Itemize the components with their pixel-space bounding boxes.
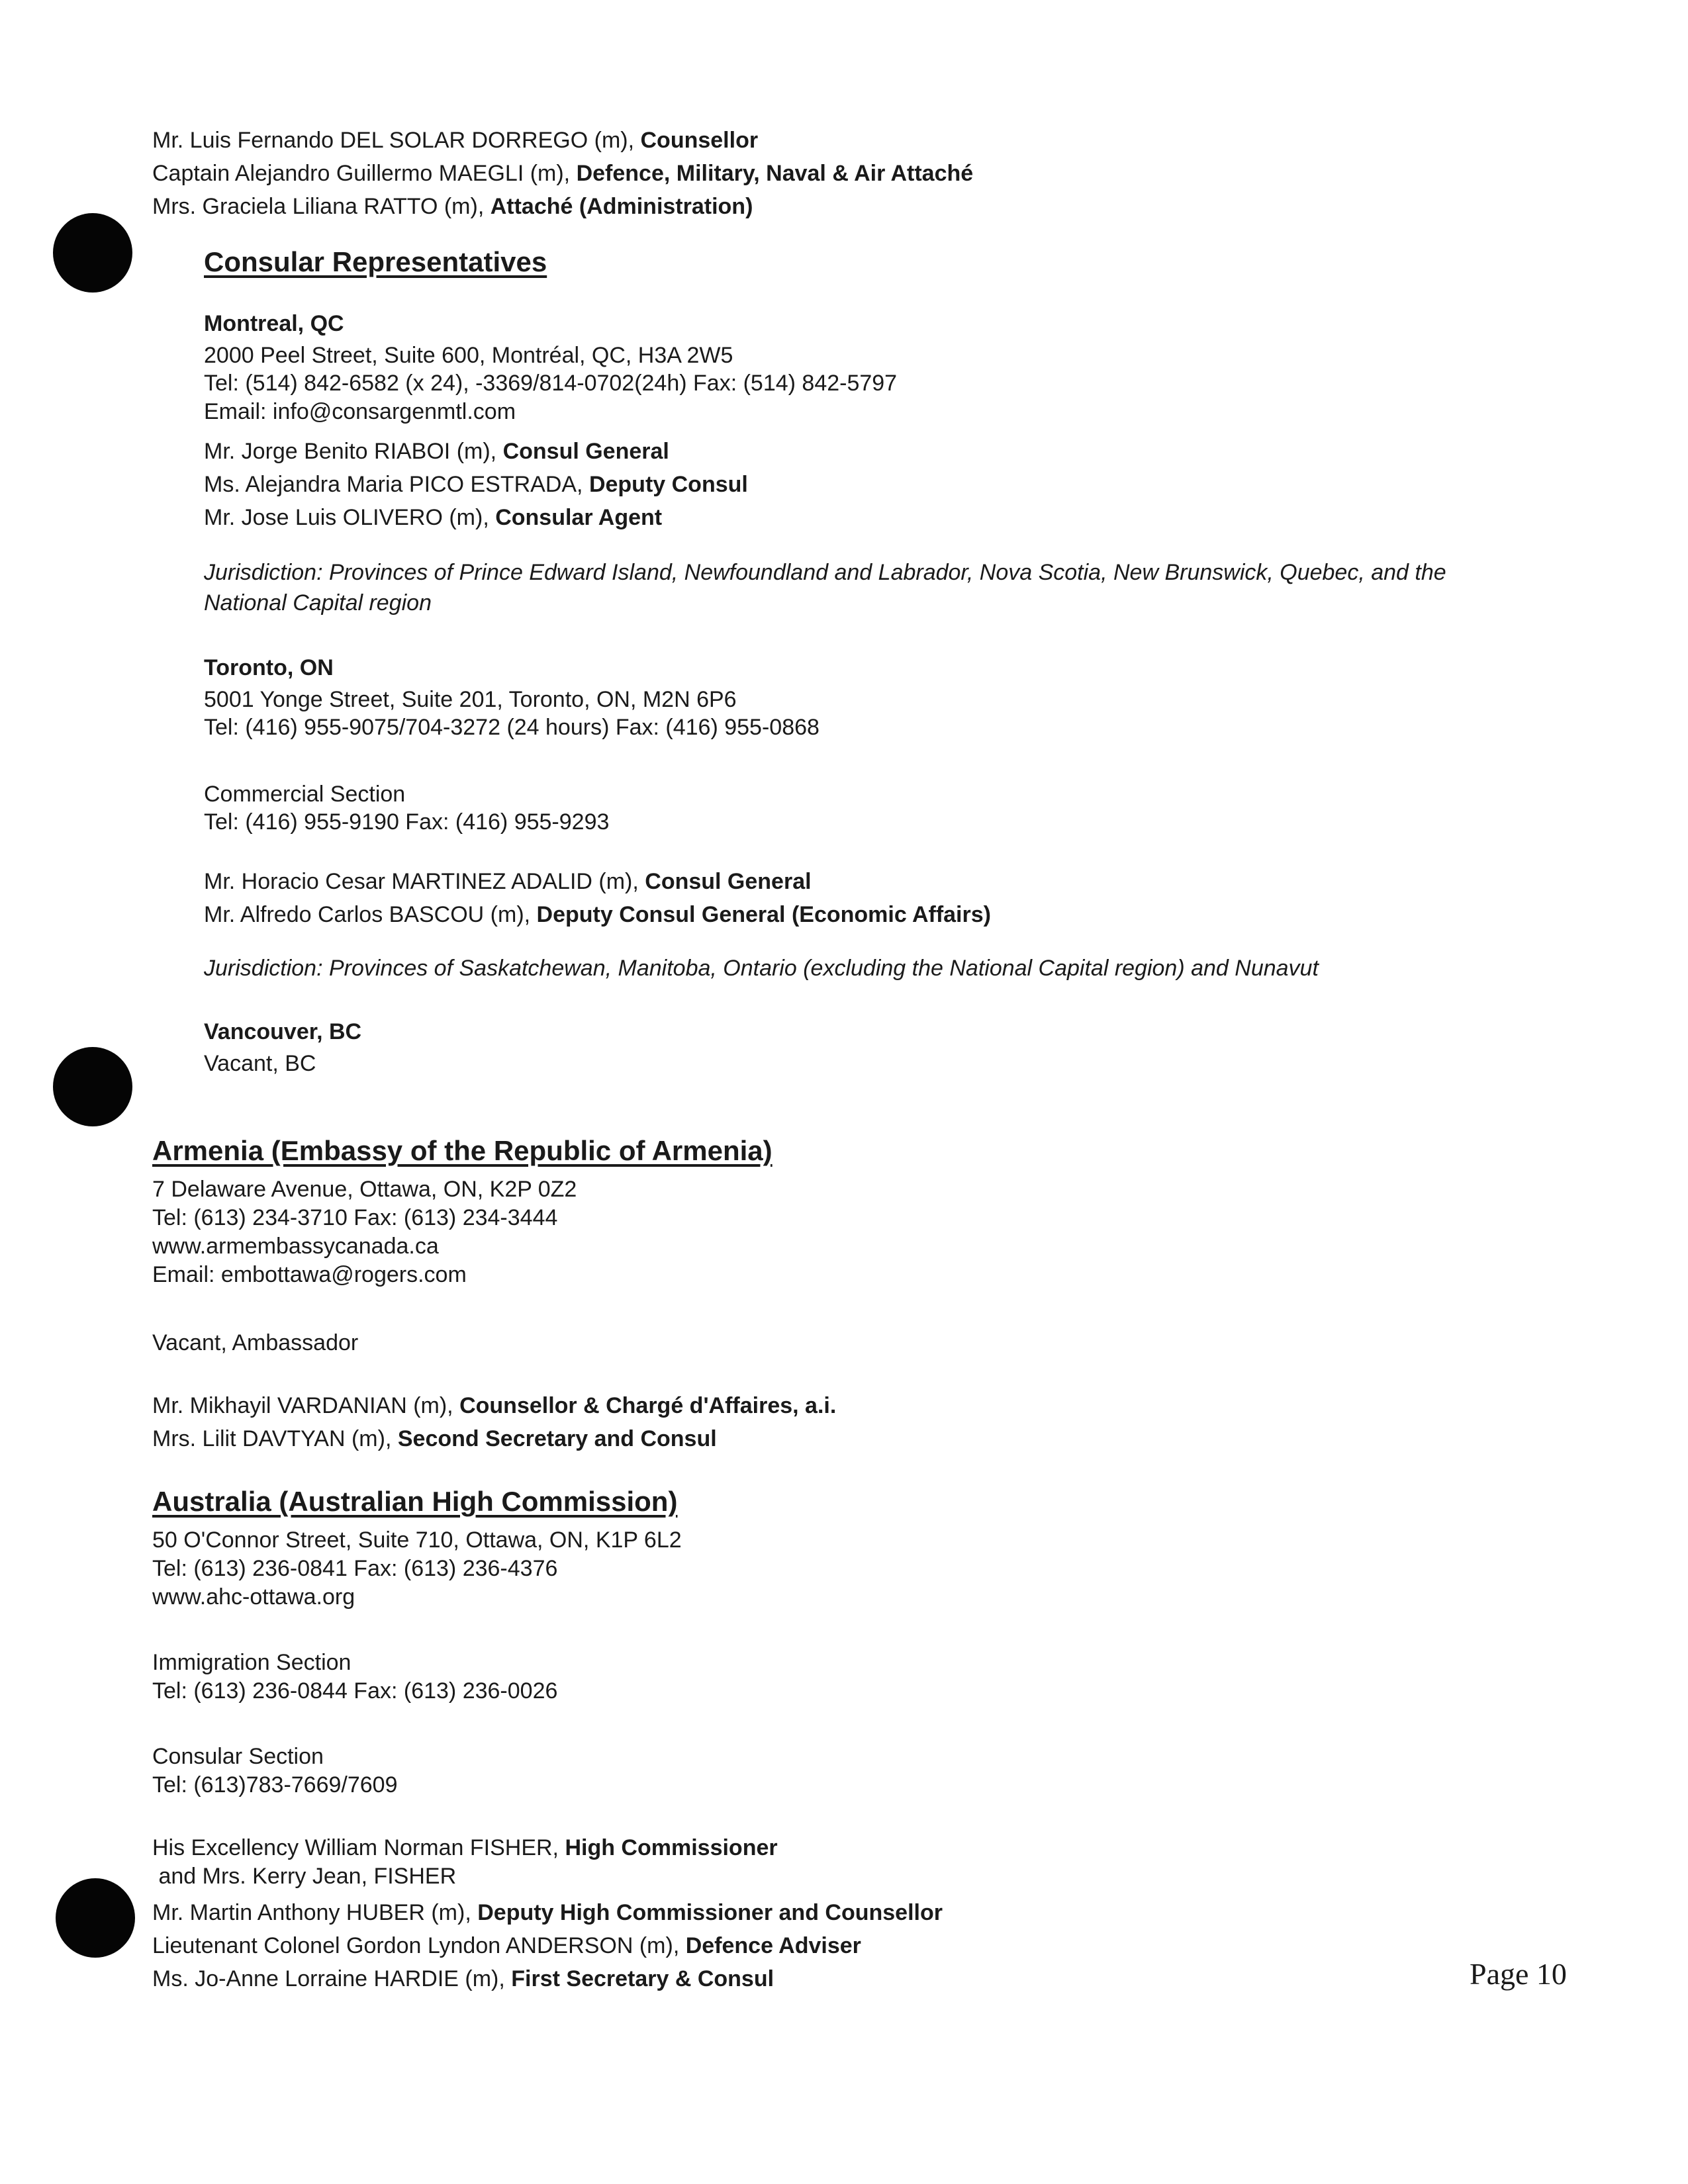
- staff-line: [152, 1391, 836, 1420]
- staff-role: High Commissioner: [565, 1835, 778, 1860]
- page-number: Page 10: [1470, 1957, 1567, 1991]
- staff-role: Attaché (Administration): [490, 194, 753, 219]
- punch-hole: [53, 213, 132, 293]
- staff-name: Mr. Horacio Cesar MARTINEZ ADALID (m),: [204, 869, 645, 894]
- staff-name: Lieutenant Colonel Gordon Lyndon ANDERSON (m),: [152, 1933, 686, 1958]
- staff-role: Consul General: [645, 869, 812, 894]
- phone-fax: Tel: (613)783-7669/7609: [152, 1772, 398, 1797]
- phone-fax: Tel: (514) 842-6582 (x 24), -3369/814-0702(24h) Fax: (514) 842-5797: [204, 371, 898, 396]
- punch-hole: [53, 1047, 132, 1126]
- staff-line: [152, 1931, 861, 1960]
- staff-name: Mr. Alfredo Carlos BASCOU (m),: [204, 902, 537, 927]
- staff-name: Mr. Luis Fernando DEL SOLAR DORREGO (m),: [152, 128, 641, 153]
- address: 2000 Peel Street, Suite 600, Montréal, QC, H3A 2W5: [204, 343, 733, 368]
- staff-role: Deputy High Commissioner and Counsellor: [477, 1900, 943, 1925]
- staff-role: First Secretary & Consul: [511, 1966, 774, 1991]
- punch-hole: [56, 1878, 135, 1958]
- country-heading: Armenia (Embassy of the Republic of Armenia): [152, 1135, 773, 1166]
- vacancy-status: Vacant, BC: [204, 1051, 316, 1076]
- city-name: Toronto, ON: [204, 655, 334, 680]
- staff-line: [204, 900, 991, 929]
- staff-name: Mr. Jorge Benito RIABOI (m),: [204, 439, 503, 464]
- address: 5001 Yonge Street, Suite 201, Toronto, ON, M2N 6P6: [204, 687, 737, 712]
- address: 7 Delaware Avenue, Ottawa, ON, K2P 0Z2: [152, 1177, 577, 1202]
- staff-name: His Excellency William Norman FISHER,: [152, 1835, 565, 1860]
- website: www.armembassycanada.ca: [152, 1234, 439, 1259]
- staff-role: Deputy Consul General (Economic Affairs): [536, 902, 991, 927]
- phone-fax: Tel: (613) 236-0841 Fax: (613) 236-4376: [152, 1556, 558, 1581]
- staff-role: Consul General: [502, 439, 669, 464]
- staff-role: Counsellor: [640, 128, 759, 153]
- ambassador-line: Vacant, Ambassador: [152, 1330, 359, 1355]
- staff-line: [204, 470, 748, 499]
- staff-name: Mrs. Graciela Liliana RATTO (m),: [152, 194, 491, 219]
- phone-fax: Tel: (416) 955-9075/704-3272 (24 hours) Fax: (416) 955-0868: [204, 715, 820, 740]
- staff-line: [204, 503, 662, 532]
- staff-line: [152, 1833, 778, 1862]
- staff-line: [152, 1898, 943, 1927]
- city-name: Montreal, QC: [204, 311, 344, 336]
- section-heading: Consular Representatives: [204, 246, 547, 277]
- staff-name: Mr. Mikhayil VARDANIAN (m),: [152, 1393, 460, 1418]
- staff-line: [152, 192, 753, 221]
- staff-line: [152, 159, 973, 188]
- staff-line: [204, 867, 812, 896]
- jurisdiction-note: Jurisdiction: Provinces of Saskatchewan, Manitoba, Ontario (excluding the National Capital region) and Nunavut: [204, 956, 1319, 981]
- staff-name: Mrs. Lilit DAVTYAN (m),: [152, 1426, 398, 1451]
- phone-fax: Tel: (613) 236-0844 Fax: (613) 236-0026: [152, 1678, 558, 1704]
- staff-name: Mr. Martin Anthony HUBER (m),: [152, 1900, 478, 1925]
- staff-role: Counsellor & Chargé d'Affaires, a.i.: [459, 1393, 837, 1418]
- staff-role: Defence Adviser: [685, 1933, 861, 1958]
- section-label: Immigration Section: [152, 1650, 352, 1675]
- email: Email: info@consargenmtl.com: [204, 399, 516, 424]
- staff-name: Ms. Jo-Anne Lorraine HARDIE (m),: [152, 1966, 512, 1991]
- section-label: Commercial Section: [204, 782, 406, 807]
- spouse-line: and Mrs. Kerry Jean, FISHER: [152, 1864, 457, 1889]
- staff-line: [152, 1964, 774, 1993]
- staff-role: Consular Agent: [495, 505, 663, 530]
- country-heading: Australia (Australian High Commission): [152, 1486, 678, 1517]
- staff-line: [152, 1424, 717, 1453]
- city-name: Vancouver, BC: [204, 1019, 362, 1044]
- section-label: Consular Section: [152, 1744, 324, 1769]
- staff-role: Second Secretary and Consul: [397, 1426, 717, 1451]
- phone-fax: Tel: (416) 955-9190 Fax: (416) 955-9293: [204, 809, 610, 835]
- email: Email: embottawa@rogers.com: [152, 1262, 467, 1287]
- staff-role: Deputy Consul: [588, 472, 748, 497]
- staff-name: Captain Alejandro Guillermo MAEGLI (m),: [152, 161, 577, 186]
- staff-line: [204, 437, 669, 466]
- website: www.ahc-ottawa.org: [152, 1584, 355, 1610]
- staff-name: Ms. Alejandra Maria PICO ESTRADA,: [204, 472, 589, 497]
- staff-role: Defence, Military, Naval & Air Attaché: [576, 161, 974, 186]
- jurisdiction-note: Jurisdiction: Provinces of Prince Edward Island, Newfoundland and Labrador, Nova Scotia, New Brunswick, Quebec, and the National Capital region: [204, 560, 1446, 615]
- phone-fax: Tel: (613) 234-3710 Fax: (613) 234-3444: [152, 1205, 558, 1230]
- staff-line: [152, 126, 758, 155]
- staff-name: Mr. Jose Luis OLIVERO (m),: [204, 505, 496, 530]
- address: 50 O'Connor Street, Suite 710, Ottawa, ON, K1P 6L2: [152, 1527, 682, 1553]
